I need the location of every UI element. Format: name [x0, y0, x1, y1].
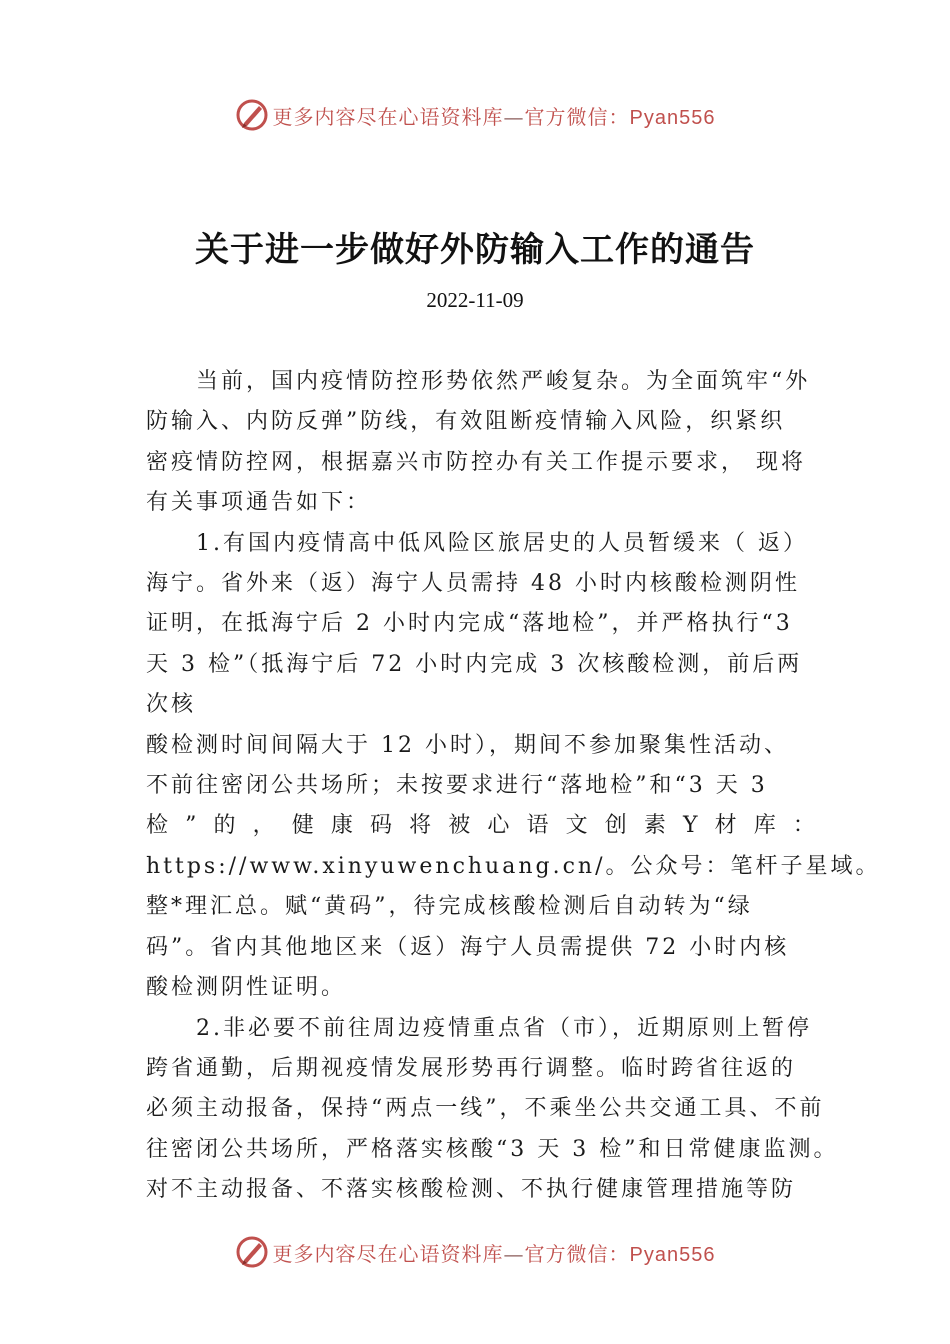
- spread-char: 康: [330, 813, 356, 839]
- text-line: 往密闭公共场所，严格落实核酸“3 天 3 检”和日常健康监测。: [146, 1136, 839, 1162]
- text-line: 必须主动报备，保持“两点一线”，不乘坐公共交通工具、不前: [146, 1096, 825, 1122]
- watermark-separator: —: [503, 104, 525, 129]
- text-line: 2.非必要不前往周边疫情重点省（市），近期原则上暂停: [196, 1015, 812, 1041]
- watermark-handle: Pyan556: [629, 1243, 716, 1266]
- text-line: https://www.xinyuwenchuang.cn/。公众号：笔杆子星域。: [146, 853, 881, 879]
- watermark-text: [273, 101, 716, 130]
- header-watermark: [0, 95, 950, 135]
- text-line: 跨省通勤，后期视疫情发展形势再行调整。临时跨省往返的: [146, 1055, 797, 1081]
- watermark-cn-text: 更多内容尽在心语资料库: [272, 1241, 504, 1266]
- spread-char: 检: [146, 813, 172, 839]
- watermark-text: [273, 1238, 716, 1267]
- text-line: 1.有国内疫情高中低风险区旅居史的人员暂缓来（ 返）: [196, 530, 808, 556]
- watermark-official: 官方微信：: [524, 104, 630, 129]
- text-line: 海宁。省外来（返）海宁人员需持 48 小时内核酸检测阴性: [146, 571, 800, 597]
- pen-logo-icon: [235, 1235, 269, 1269]
- document-date: 2022-11-09: [426, 288, 524, 312]
- spread-char: ，: [252, 813, 278, 839]
- watermark-official: 官方微信：: [524, 1241, 630, 1266]
- text-line: 当前，国内疫情防控形势依然严峻复杂。为全面筑牢“外: [196, 369, 811, 394]
- text-line: 酸检测阴性证明。: [146, 975, 347, 1001]
- spread-char: 库: [753, 813, 779, 839]
- spread-char: 文: [565, 813, 591, 839]
- spread-char: ：: [792, 813, 818, 839]
- text-line: 次核: [146, 692, 197, 718]
- text-line: 整*理汇总。赋“黄码”，待完成核酸检测后自动转为“绿: [146, 894, 753, 920]
- document-title: 关于进一步做好外防输入工作的通告: [195, 230, 755, 270]
- footer-watermark: [0, 1232, 950, 1272]
- text-line: 对不主动报备、不落实核酸检测、不执行健康管理措施等防: [146, 1177, 797, 1203]
- text-line: 不前往密闭公共场所；未按要求进行“落地检”和“3 天 3: [146, 773, 768, 799]
- spread-char: ”: [185, 813, 200, 839]
- document-body: [146, 362, 881, 1211]
- text-line: 密疫情防控网，根据嘉兴市防控办有关工作提示要求， 现将: [146, 449, 806, 475]
- text-line: 证明，在抵海宁后 2 小时内完成“落地检”，并严格执行“3: [146, 611, 793, 637]
- pen-logo-icon: [235, 98, 269, 132]
- paragraph-item-2: [146, 1009, 839, 1211]
- text-line: 酸检测时间间隔大于 12 小时），期间不参加聚集性活动、: [146, 732, 789, 758]
- spread-char: Y: [682, 813, 701, 839]
- watermark-handle: Pyan556: [629, 106, 716, 129]
- text-line: 防输入、内防反弹”防线，有效阻断疫情输入风险，织紧织: [146, 409, 786, 435]
- text-line: 天 3 检”（抵海宁后 72 小时内完成 3 次核酸检测，前后两: [146, 651, 803, 677]
- spread-char: 语: [526, 813, 552, 839]
- paragraph-intro: [146, 362, 818, 524]
- spread-char: 被: [448, 813, 474, 839]
- spread-char: 健: [291, 813, 317, 839]
- watermark-cn-text: 更多内容尽在心语资料库: [272, 104, 504, 129]
- spread-char: 码: [369, 813, 395, 839]
- spread-char: 心: [487, 813, 513, 839]
- paragraph-item-1: [146, 524, 881, 1009]
- text-line: 码”。省内其他地区来（返）海宁人员需提供 72 小时内核: [146, 934, 790, 960]
- spread-char: 创: [604, 813, 630, 839]
- spread-char: 材: [714, 813, 740, 839]
- spread-char: 将: [409, 813, 435, 839]
- spread-char: 的: [213, 813, 239, 839]
- spread-text-line: [146, 806, 818, 846]
- watermark-separator: —: [503, 1241, 525, 1266]
- text-line: 有关事项通告如下：: [146, 490, 372, 516]
- spread-char: 素: [643, 813, 669, 839]
